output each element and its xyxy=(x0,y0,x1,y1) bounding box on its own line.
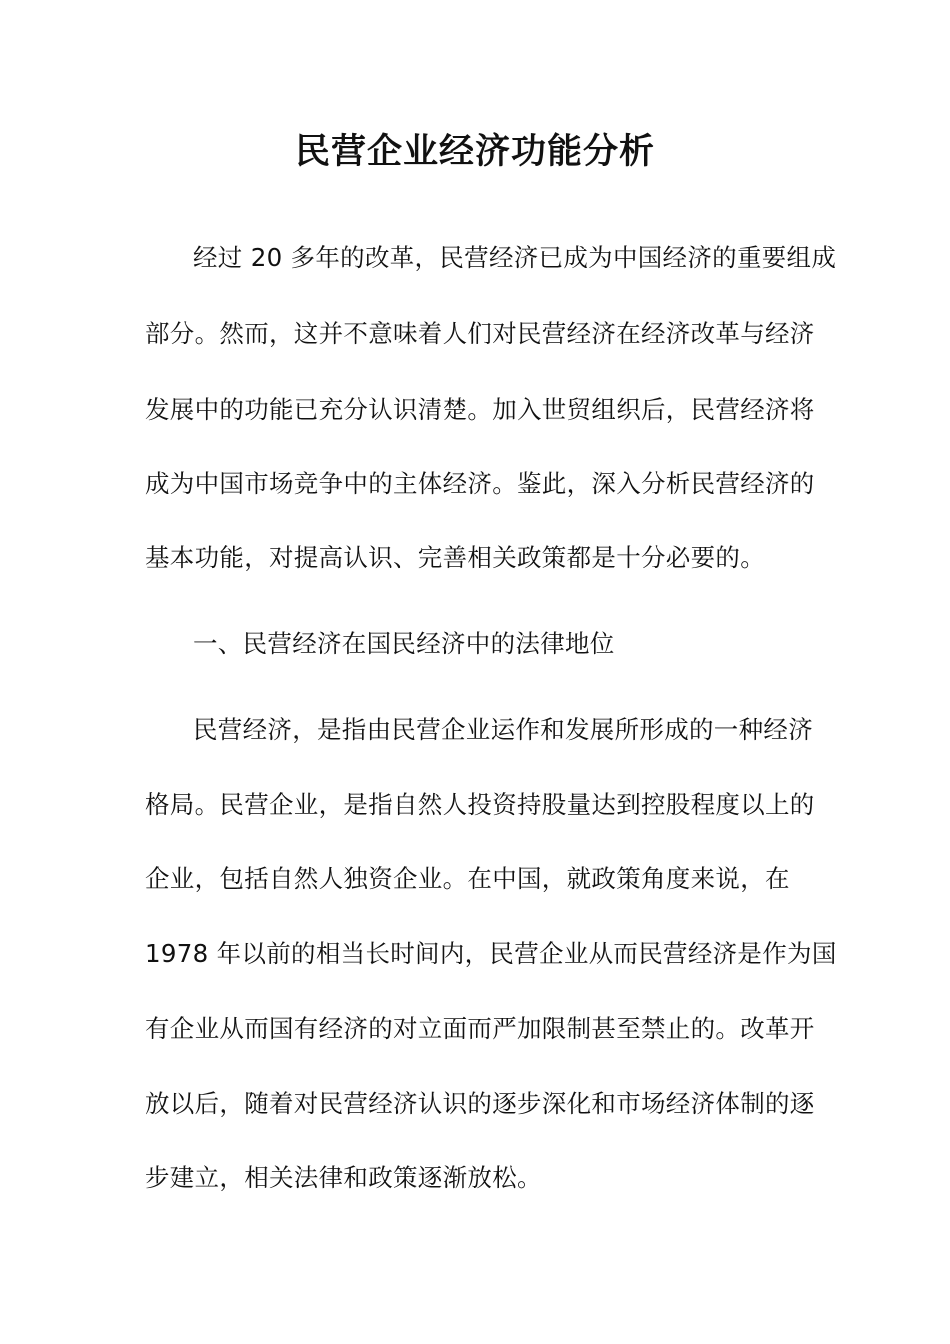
paragraph-line: 放以后，随着对民营经济认识的逐步深化和市场经济体制的逐 xyxy=(145,1089,815,1118)
paragraph-line: 发展中的功能已充分认识清楚。加入世贸组织后，民营经济将 xyxy=(145,395,815,424)
paragraph-line: 部分。然而，这并不意味着人们对民营经济在经济改革与经济 xyxy=(145,319,815,348)
paragraph-line: 基本功能，对提高认识、完善相关政策都是十分必要的。 xyxy=(145,543,765,572)
section-heading: 一、民营经济在国民经济中的法律地位 xyxy=(193,629,615,658)
paragraph-line: 经过 20 多年的改革，民营经济已成为中国经济的重要组成 xyxy=(193,243,837,272)
paragraph-line: 步建立，相关法律和政策逐渐放松。 xyxy=(145,1163,542,1192)
paragraph-line: 有企业从而国有经济的对立面而严加限制甚至禁止的。改革开 xyxy=(145,1014,815,1043)
paragraph-line: 企业，包括自然人独资企业。在中国，就政策角度来说，在 xyxy=(145,864,790,893)
paragraph-line: 成为中国市场竞争中的主体经济。鉴此，深入分析民营经济的 xyxy=(145,469,815,498)
paragraph-line: 1978 年以前的相当长时间内，民营企业从而民营经济是作为国 xyxy=(145,939,837,968)
paragraph-line: 民营经济，是指由民营企业运作和发展所形成的一种经济 xyxy=(193,715,813,744)
paragraph-line: 格局。民营企业，是指自然人投资持股量达到控股程度以上的 xyxy=(145,790,815,819)
document-title: 民营企业经济功能分析 xyxy=(294,131,655,172)
